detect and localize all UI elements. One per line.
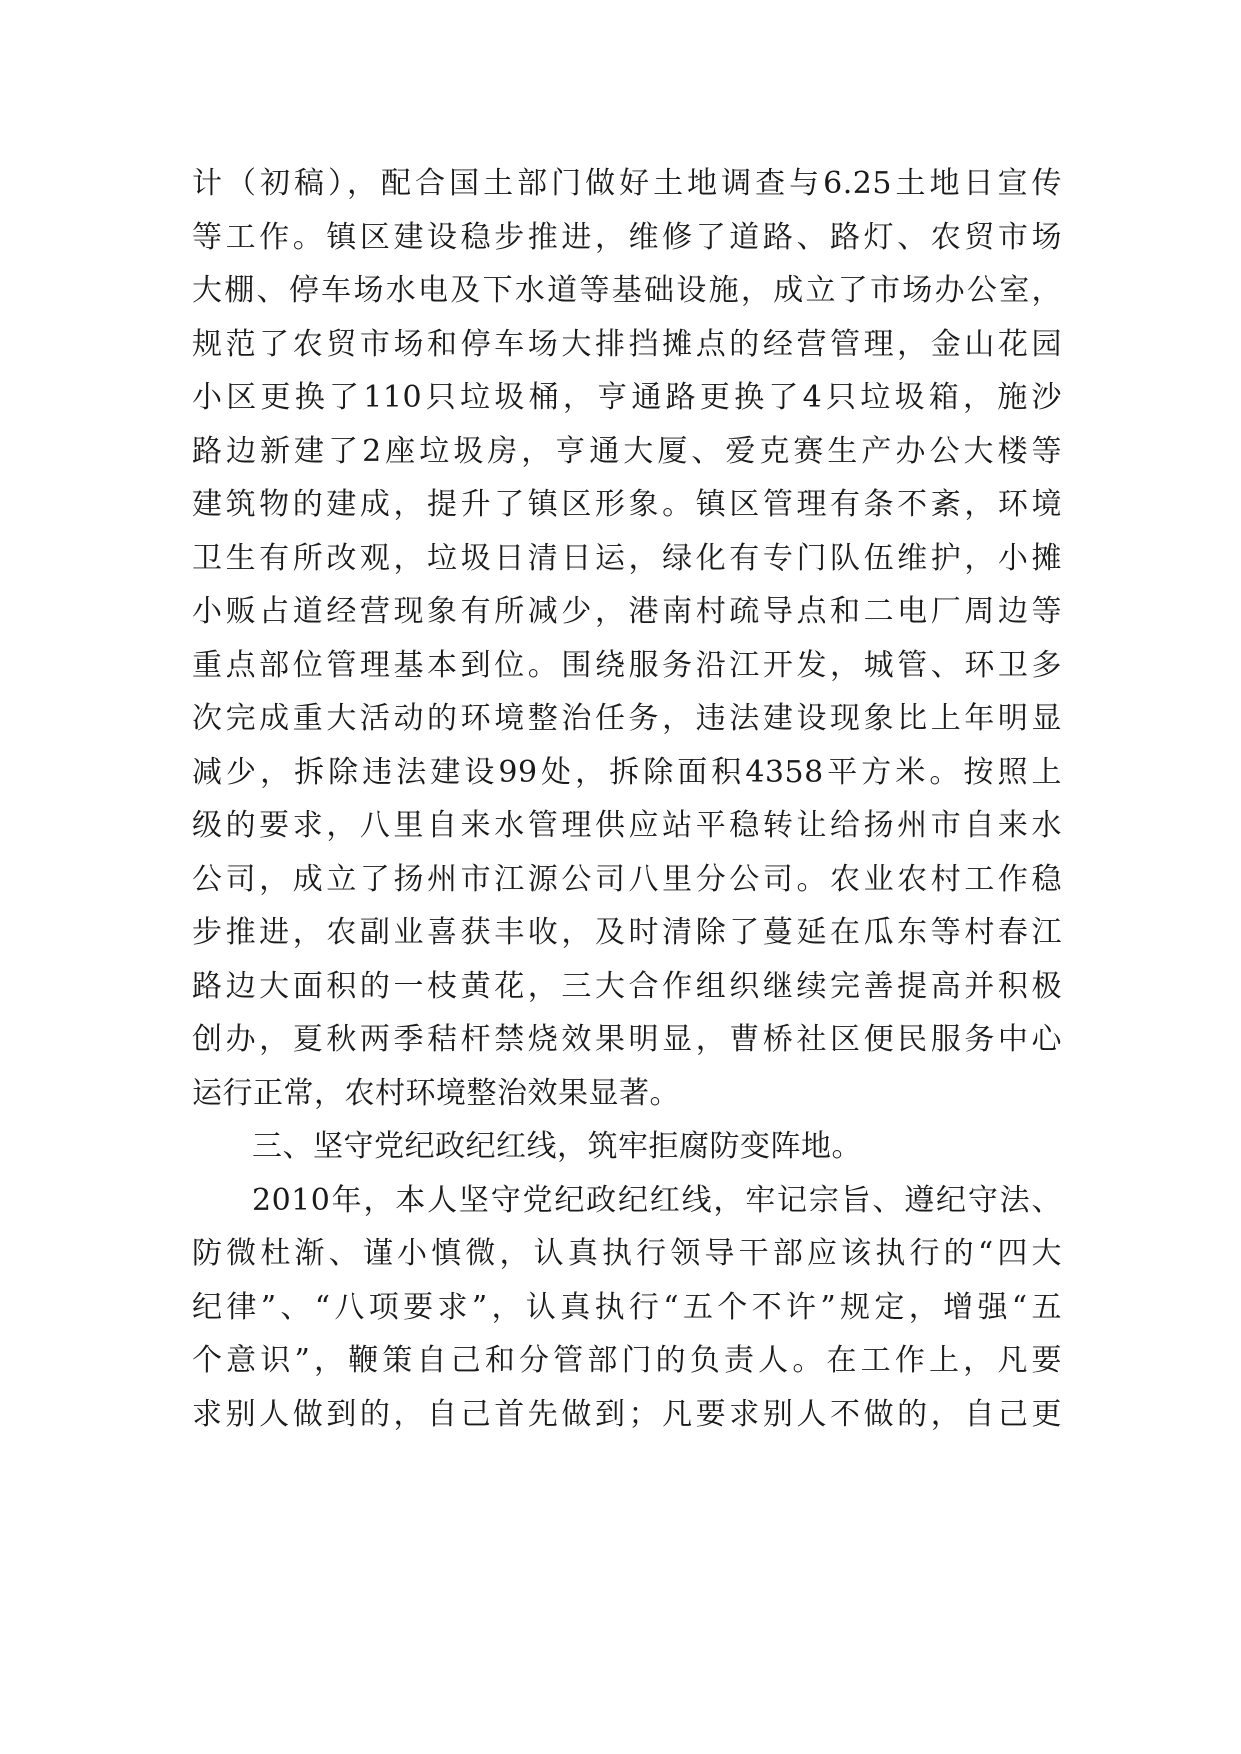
document-body (192, 157, 1062, 1441)
paragraph-1-line: 路边大面积的一枝黄花，三大合作组织继续完善提高并积极 (192, 968, 1062, 1004)
paragraph-2-line: 2010年，本人坚守党纪政纪红线，牢记宗旨、遵纪守法、 (252, 1182, 1062, 1218)
paragraph-1-line: 级的要求，八里自来水管理供应站平稳转让给扬州市自来水 (192, 808, 1062, 843)
section-heading-3: 三、坚守党纪政纪红线，筑牢拒腐防变阵地。 (252, 1129, 862, 1164)
paragraph-2-line: 求别人做到的，自己首先做到；凡要求别人不做的，自己更 (192, 1396, 1062, 1432)
paragraph-1-line: 次完成重大活动的环境整治任务，违法建设现象比上年明显 (192, 701, 1062, 736)
paragraph-1-line: 重点部位管理基本到位。围绕服务沿江开发，城管、环卫多 (192, 647, 1062, 683)
paragraph-1-line: 建筑物的建成，提升了镇区形象。镇区管理有条不紊，环境 (192, 487, 1062, 522)
paragraph-1-line: 路边新建了2座垃圾房，亨通大厦、爱克赛生产办公大楼等 (192, 433, 1062, 469)
paragraph-1-line: 步推进，农副业喜获丰收，及时清除了蔓延在瓜东等村春江 (192, 915, 1062, 950)
paragraph-1-line: 卫生有所改观，垃圾日清日运，绿化有专门队伍维护，小摊 (192, 540, 1062, 576)
paragraph-1-line: 小贩占道经营现象有所减少，港南村疏导点和二电厂周边等 (192, 594, 1062, 629)
paragraph-1-line: 规范了农贸市场和停车场大排挡摊点的经营管理，金山花园 (192, 326, 1062, 362)
paragraph-2-line: 纪律”、“八项要求”，认真执行“五个不许”规定，增强“五 (192, 1289, 1062, 1325)
paragraph-1-line: 公司，成立了扬州市江源公司八里分公司。农业农村工作稳 (192, 861, 1062, 897)
paragraph-1-line: 创办，夏秋两季秸杆禁烧效果明显，曹桥社区便民服务中心 (192, 1022, 1062, 1057)
paragraph-1-line: 计（初稿），配合国土部门做好土地调查与6.25土地日宣传 (192, 166, 1062, 201)
paragraph-1-line: 小区更换了110只垃圾桶，亨通路更换了4只垃圾箱，施沙 (192, 380, 1062, 415)
paragraph-1-line: 减少，拆除违法建设99处，拆除面积4358平方米。按照上 (192, 754, 1062, 790)
paragraph-1-line: 大棚、停车场水电及下水道等基础设施，成立了市场办公室， (192, 273, 1062, 308)
paragraph-1-line: 等工作。镇区建设稳步推进，维修了道路、路灯、农贸市场 (192, 219, 1062, 255)
paragraph-2-line: 个意识”，鞭策自己和分管部门的负责人。在工作上，凡要 (192, 1343, 1062, 1378)
paragraph-2-line: 防微杜渐、谨小慎微，认真执行领导干部应该执行的“四大 (192, 1236, 1062, 1271)
paragraph-1-line: 运行正常，农村环境整治效果显著。 (192, 1075, 680, 1111)
